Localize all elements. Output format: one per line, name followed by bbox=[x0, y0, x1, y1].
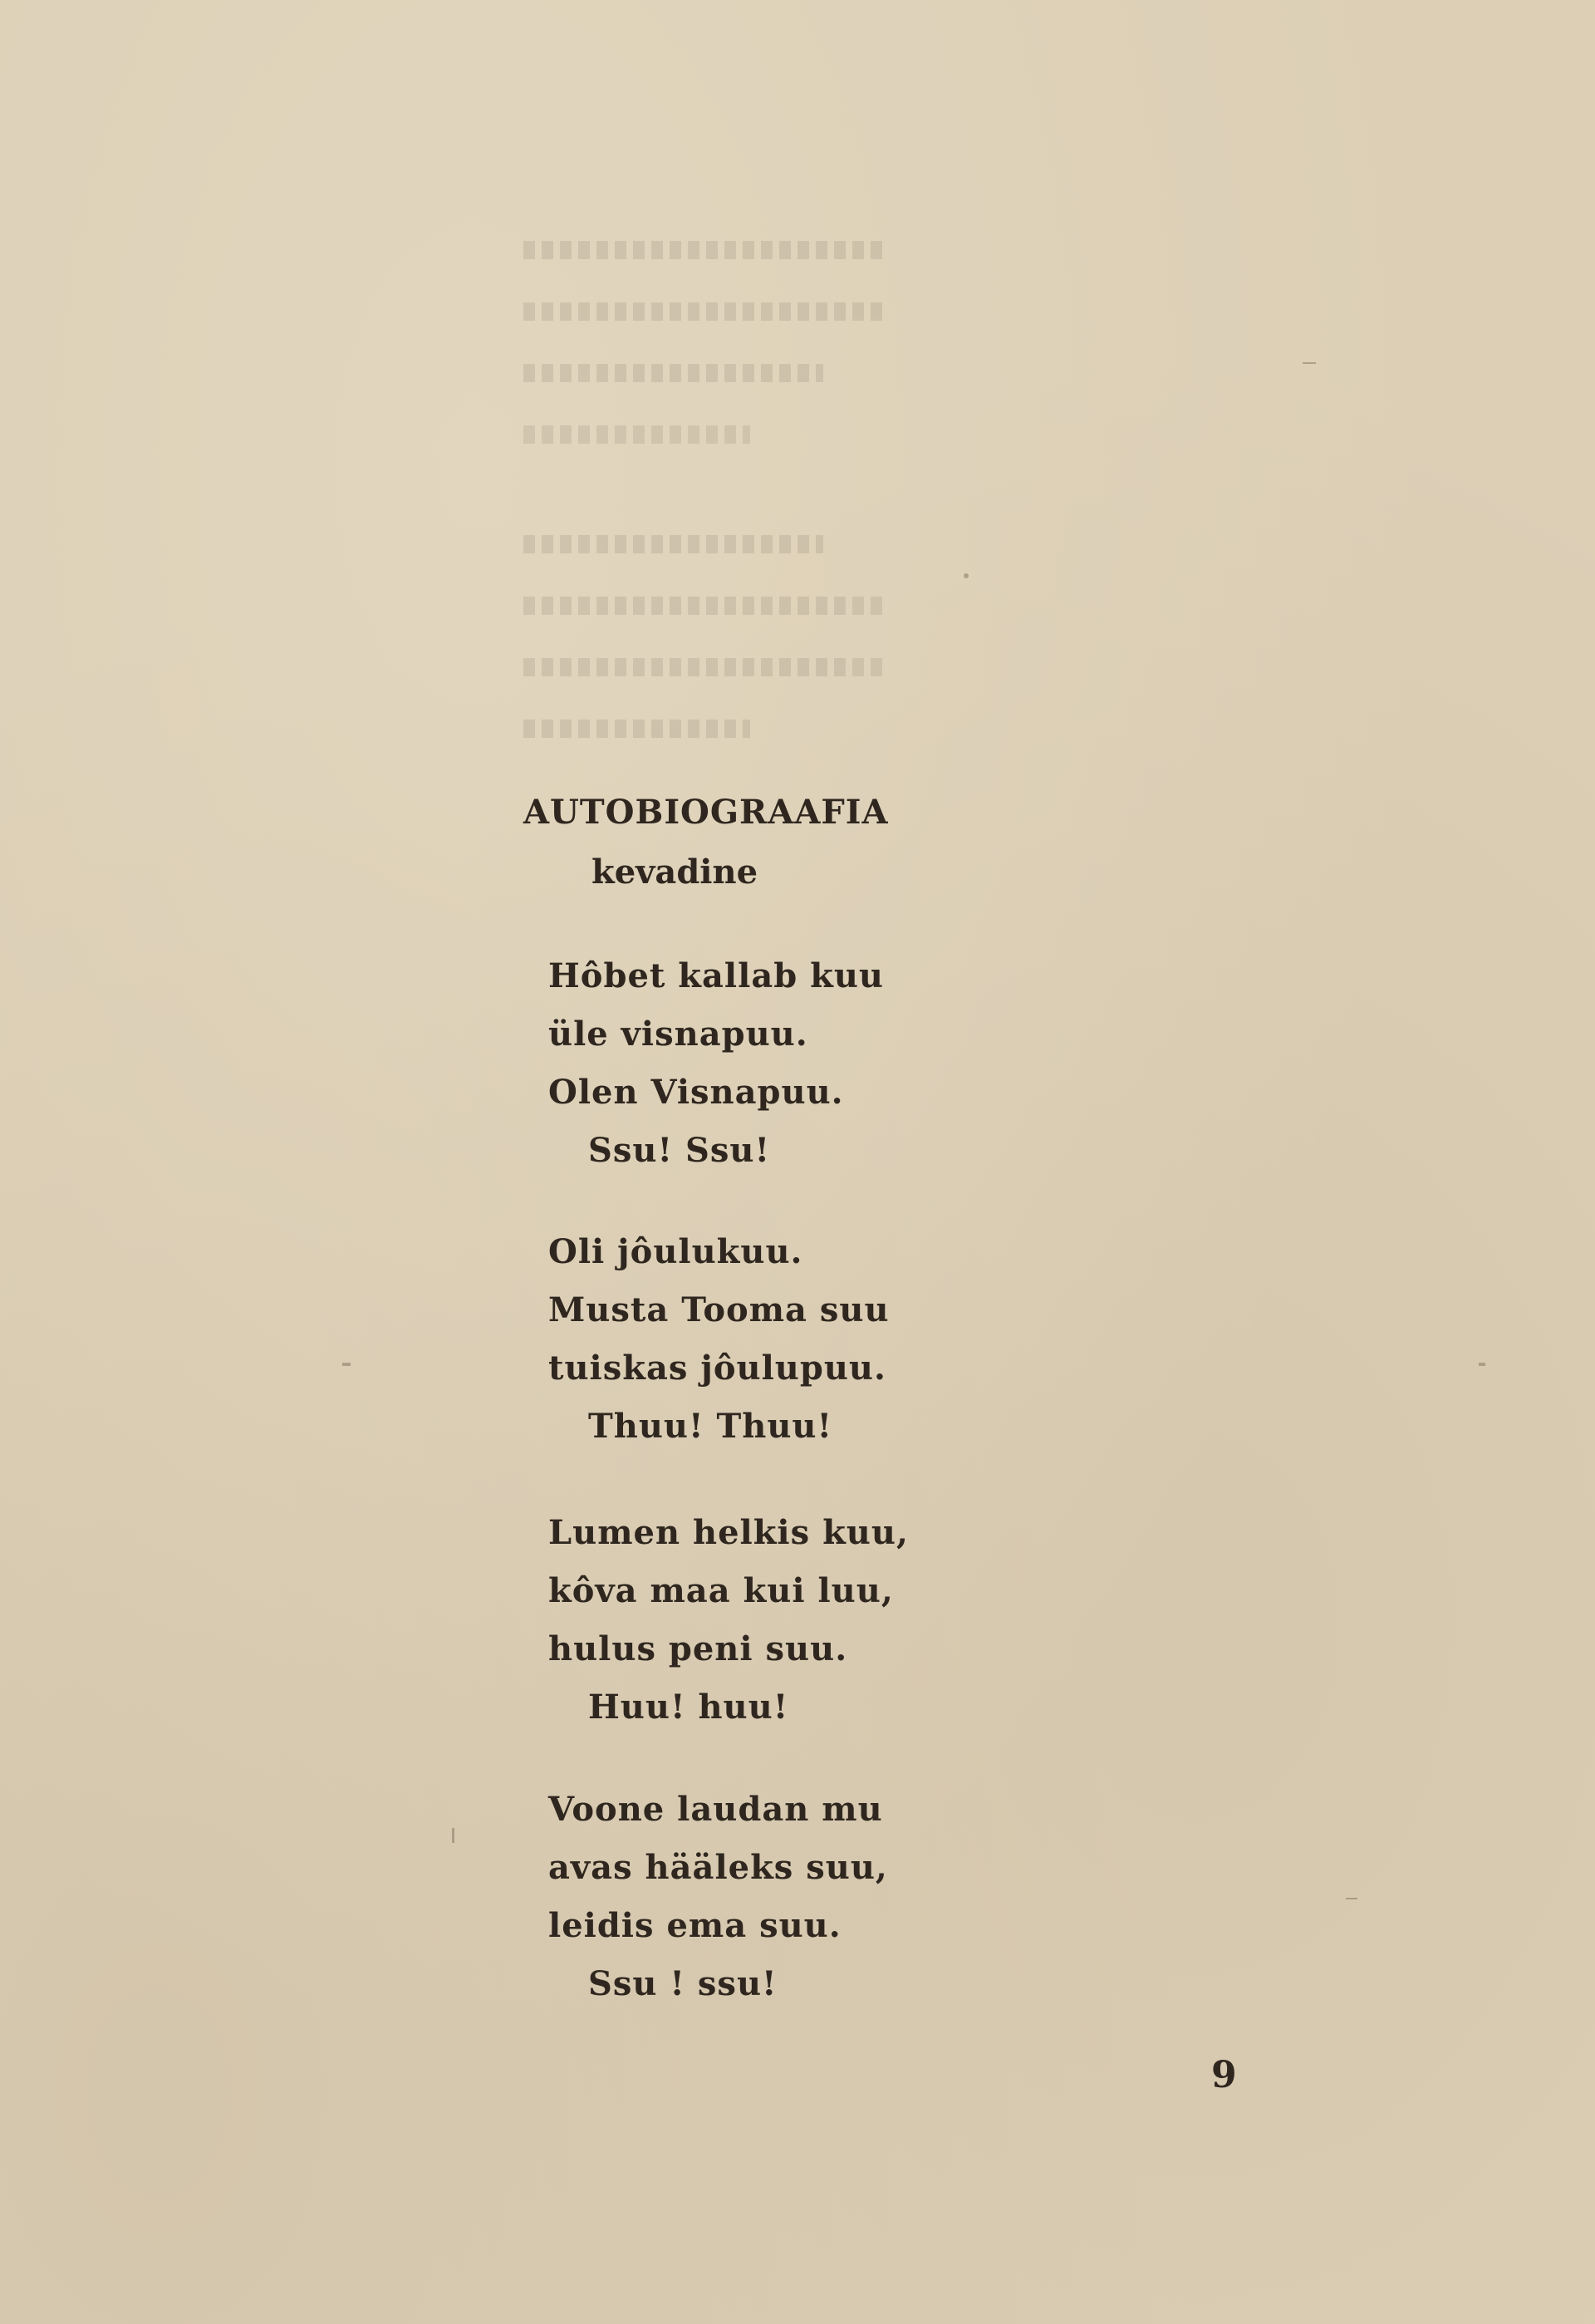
verse-line: leidis ema suu. bbox=[548, 1906, 842, 1945]
verse-line: üle visnapuu. bbox=[548, 1015, 808, 1054]
verse-refrain: Huu! huu! bbox=[588, 1688, 789, 1727]
verse-line: hulus peni suu. bbox=[548, 1629, 848, 1668]
verse-line: Oli jôulukuu. bbox=[548, 1232, 803, 1271]
verse-line: kôva maa kui luu, bbox=[548, 1571, 894, 1610]
page-number: 9 bbox=[1211, 2054, 1237, 2096]
stanza-1 bbox=[548, 947, 1013, 1180]
verse-refrain: Ssu! Ssu! bbox=[588, 1131, 771, 1170]
paper-speck bbox=[1303, 362, 1316, 364]
verse-refrain: Thuu! Thuu! bbox=[588, 1407, 833, 1446]
paper-speck bbox=[964, 573, 969, 578]
stanza-2 bbox=[548, 1223, 1013, 1456]
paper-speck bbox=[342, 1363, 351, 1366]
paper-speck bbox=[1346, 1898, 1357, 1899]
verse-line: Musta Tooma suu bbox=[548, 1290, 890, 1329]
verse-refrain: Ssu ! ssu! bbox=[588, 1964, 778, 2003]
verse-line: Voone laudan mu bbox=[548, 1790, 883, 1829]
paper-speck bbox=[452, 1828, 454, 1843]
stanza-4 bbox=[548, 1781, 1013, 2013]
verse-line: Hôbet kallab kuu bbox=[548, 956, 885, 995]
stanza-3 bbox=[548, 1504, 1013, 1737]
paper-speck bbox=[1479, 1363, 1485, 1366]
verse-line: Lumen helkis kuu, bbox=[548, 1513, 909, 1552]
poem-title: AUTOBIOGRAAFIA bbox=[523, 793, 889, 832]
verse-line: tuiskas jôulupuu. bbox=[548, 1349, 886, 1388]
verse-line: avas hääleks suu, bbox=[548, 1848, 888, 1887]
verse-line: Olen Visnapuu. bbox=[548, 1073, 844, 1112]
poem-subtitle: kevadine bbox=[591, 852, 758, 892]
